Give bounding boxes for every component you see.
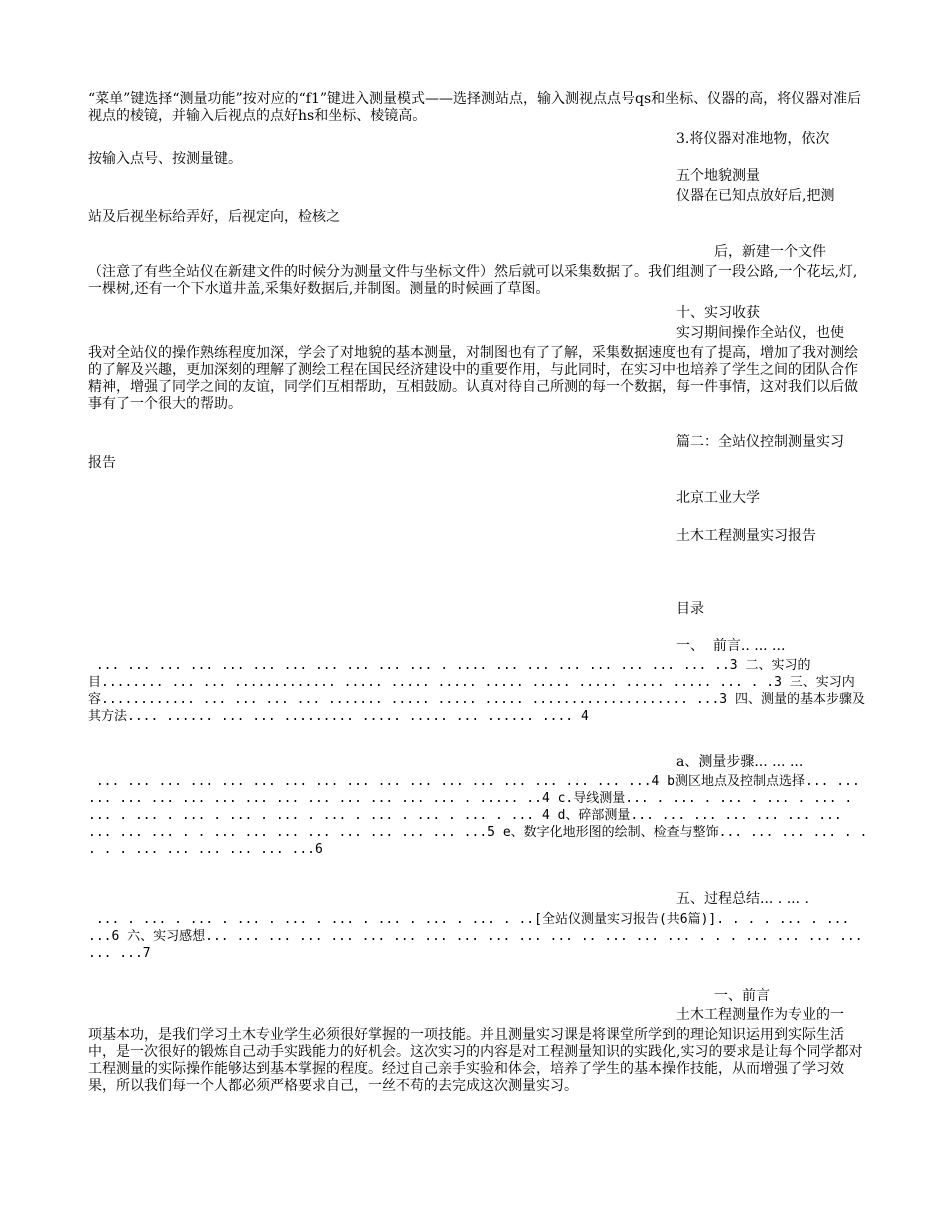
heading-internship-gains: 十、实习收获 bbox=[676, 305, 760, 321]
paragraph-instrument-setup-cont: 站及后视坐标给弄好，后视定向，检核之 bbox=[88, 209, 340, 225]
paragraph-gains-body: 我对全站仪的操作熟练程度加深，学会了对地貌的基本测量，对制图也有了了解，采集数据速度也有了提高，增加了我对测绘的了解及兴趣，更加深刻的理解了测绘工程在国民经济建设中的重要作用，与此同时，在实习中也培养了学生之间的团队合作精神，增强了同学之间的友谊，同学们互相帮助，互相鼓励。认真对待自己所测的每一个数据，每一件事情，这对我们以后做事有了一个很大的帮助。 bbox=[88, 345, 858, 412]
toc-heading: 目录 bbox=[676, 601, 704, 617]
heading-part-two-cont: 报告 bbox=[88, 455, 116, 471]
paragraph-preface-start: 土木工程测量作为专业的一 bbox=[676, 1007, 844, 1023]
toc-entry-summary: 五、过程总结... . ... . bbox=[676, 891, 809, 907]
report-title: 土木工程测量实习报告 bbox=[676, 528, 816, 544]
toc-entries-block-3: ... . ... . ... . ... . ... . ... . ... . ... . ... . ..[全站仪测量实习报告(共6篇)]. . . . ... . ... ...6 六、实习感想... ... ... ... ... ... ... ... ... ... ... ... .. ... ... ... . . . ... ... ... ... ... ...7 bbox=[88, 912, 871, 961]
toc-entries-block-2: ... ... ... ... ... ... ... ... ... ... ... ... ... ... ... ... ... ...4 b测区地点及控制点选择... ... ... ... ... ... ... ... ... ... ... ... ... ... . ..... ..4 c.导线测量... . ... . ... . ... . ... . ... . ... . ... . ... . ... . ... . ... . ... . ... . ... 4 d、碎部测量... ... ... ... ... ... ... ... ... ... . . ... ... ... ... ... ... ... ... ...5 e、数字化地形图的绘制、检查与整饰... ... ... ... . . . . . ... ... ... ... ... ...6 bbox=[88, 774, 876, 857]
toc-entry-steps: a、测量步骤... ... ... bbox=[676, 754, 804, 770]
paragraph-instrument-setup: 仪器在已知点放好后,把测 bbox=[676, 188, 835, 204]
paragraph-new-file: 后，新建一个文件 bbox=[714, 244, 826, 260]
heading-part-two: 篇二：全站仪控制测量实习 bbox=[676, 434, 844, 450]
toc-entries-block-1: ... ... ... ... ... ... ... ... ... ... ... . .... ... ... ... ... ... ... ... ..3 二、实习的目........ ... ... ............. ..... ..... ..... ..... ..... ..... ..... ..... ... . .3 三、实习内容............ ... ... ... ... ....... ..... ..... ..... .................... ...3 四、测量的基本步骤及其方法.... ...... ... ... ......... ..... ..... ... ...... .... 4 bbox=[88, 658, 865, 724]
paragraph-step-3-cont: 按输入点号、按测量键。 bbox=[88, 151, 242, 167]
paragraph-gains-start: 实习期间操作全站仪，也使 bbox=[676, 325, 844, 341]
heading-preface: 一、前言 bbox=[714, 988, 770, 1004]
paragraph-measurement-mode: “菜单”键选择“测量功能”按对应的“f1”键进入测量模式——选择测站点，输入测视点点号qs和坐标、仪器的高，将仪器对准后视点的棱镜，并输入后视点的点好hs和坐标、棱镜高。 bbox=[88, 91, 862, 124]
paragraph-step-3: 3.将仪器对准地物，依次 bbox=[676, 131, 830, 147]
heading-landform-measurement: 五个地貌测量 bbox=[676, 168, 760, 184]
paragraph-data-collection: （注意了有些全站仪在新建文件的时候分为测量文件与坐标文件）然后就可以采集数据了。我们组测了一段公路,一个花坛,灯,一棵树,还有一个下水道井盖,采集好数据后,并制图。测量的时候画了草图。 bbox=[88, 264, 858, 297]
toc-entry-preface: 一、 前言.. ... ... bbox=[676, 638, 786, 654]
university-name: 北京工业大学 bbox=[676, 490, 760, 506]
paragraph-preface-body: 项基本功，是我们学习土木专业学生必须很好掌握的一项技能。并且测量实习课是将课堂所学到的理论知识运用到实际生活中，是一次很好的锻炼自己动手实践能力的好机会。这次实习的内容是对工程测量知识的实践化,实习的要求是让每个同学都对工程测量的实际操作能够达到基本掌握的程度。经过自己亲手实验和体会，培养了学生的基本操作技能，从而增强了学习效果，所以我们每一个人都必须严格要求自己，一丝不苟的去完成这次测量实习。 bbox=[88, 1027, 863, 1094]
